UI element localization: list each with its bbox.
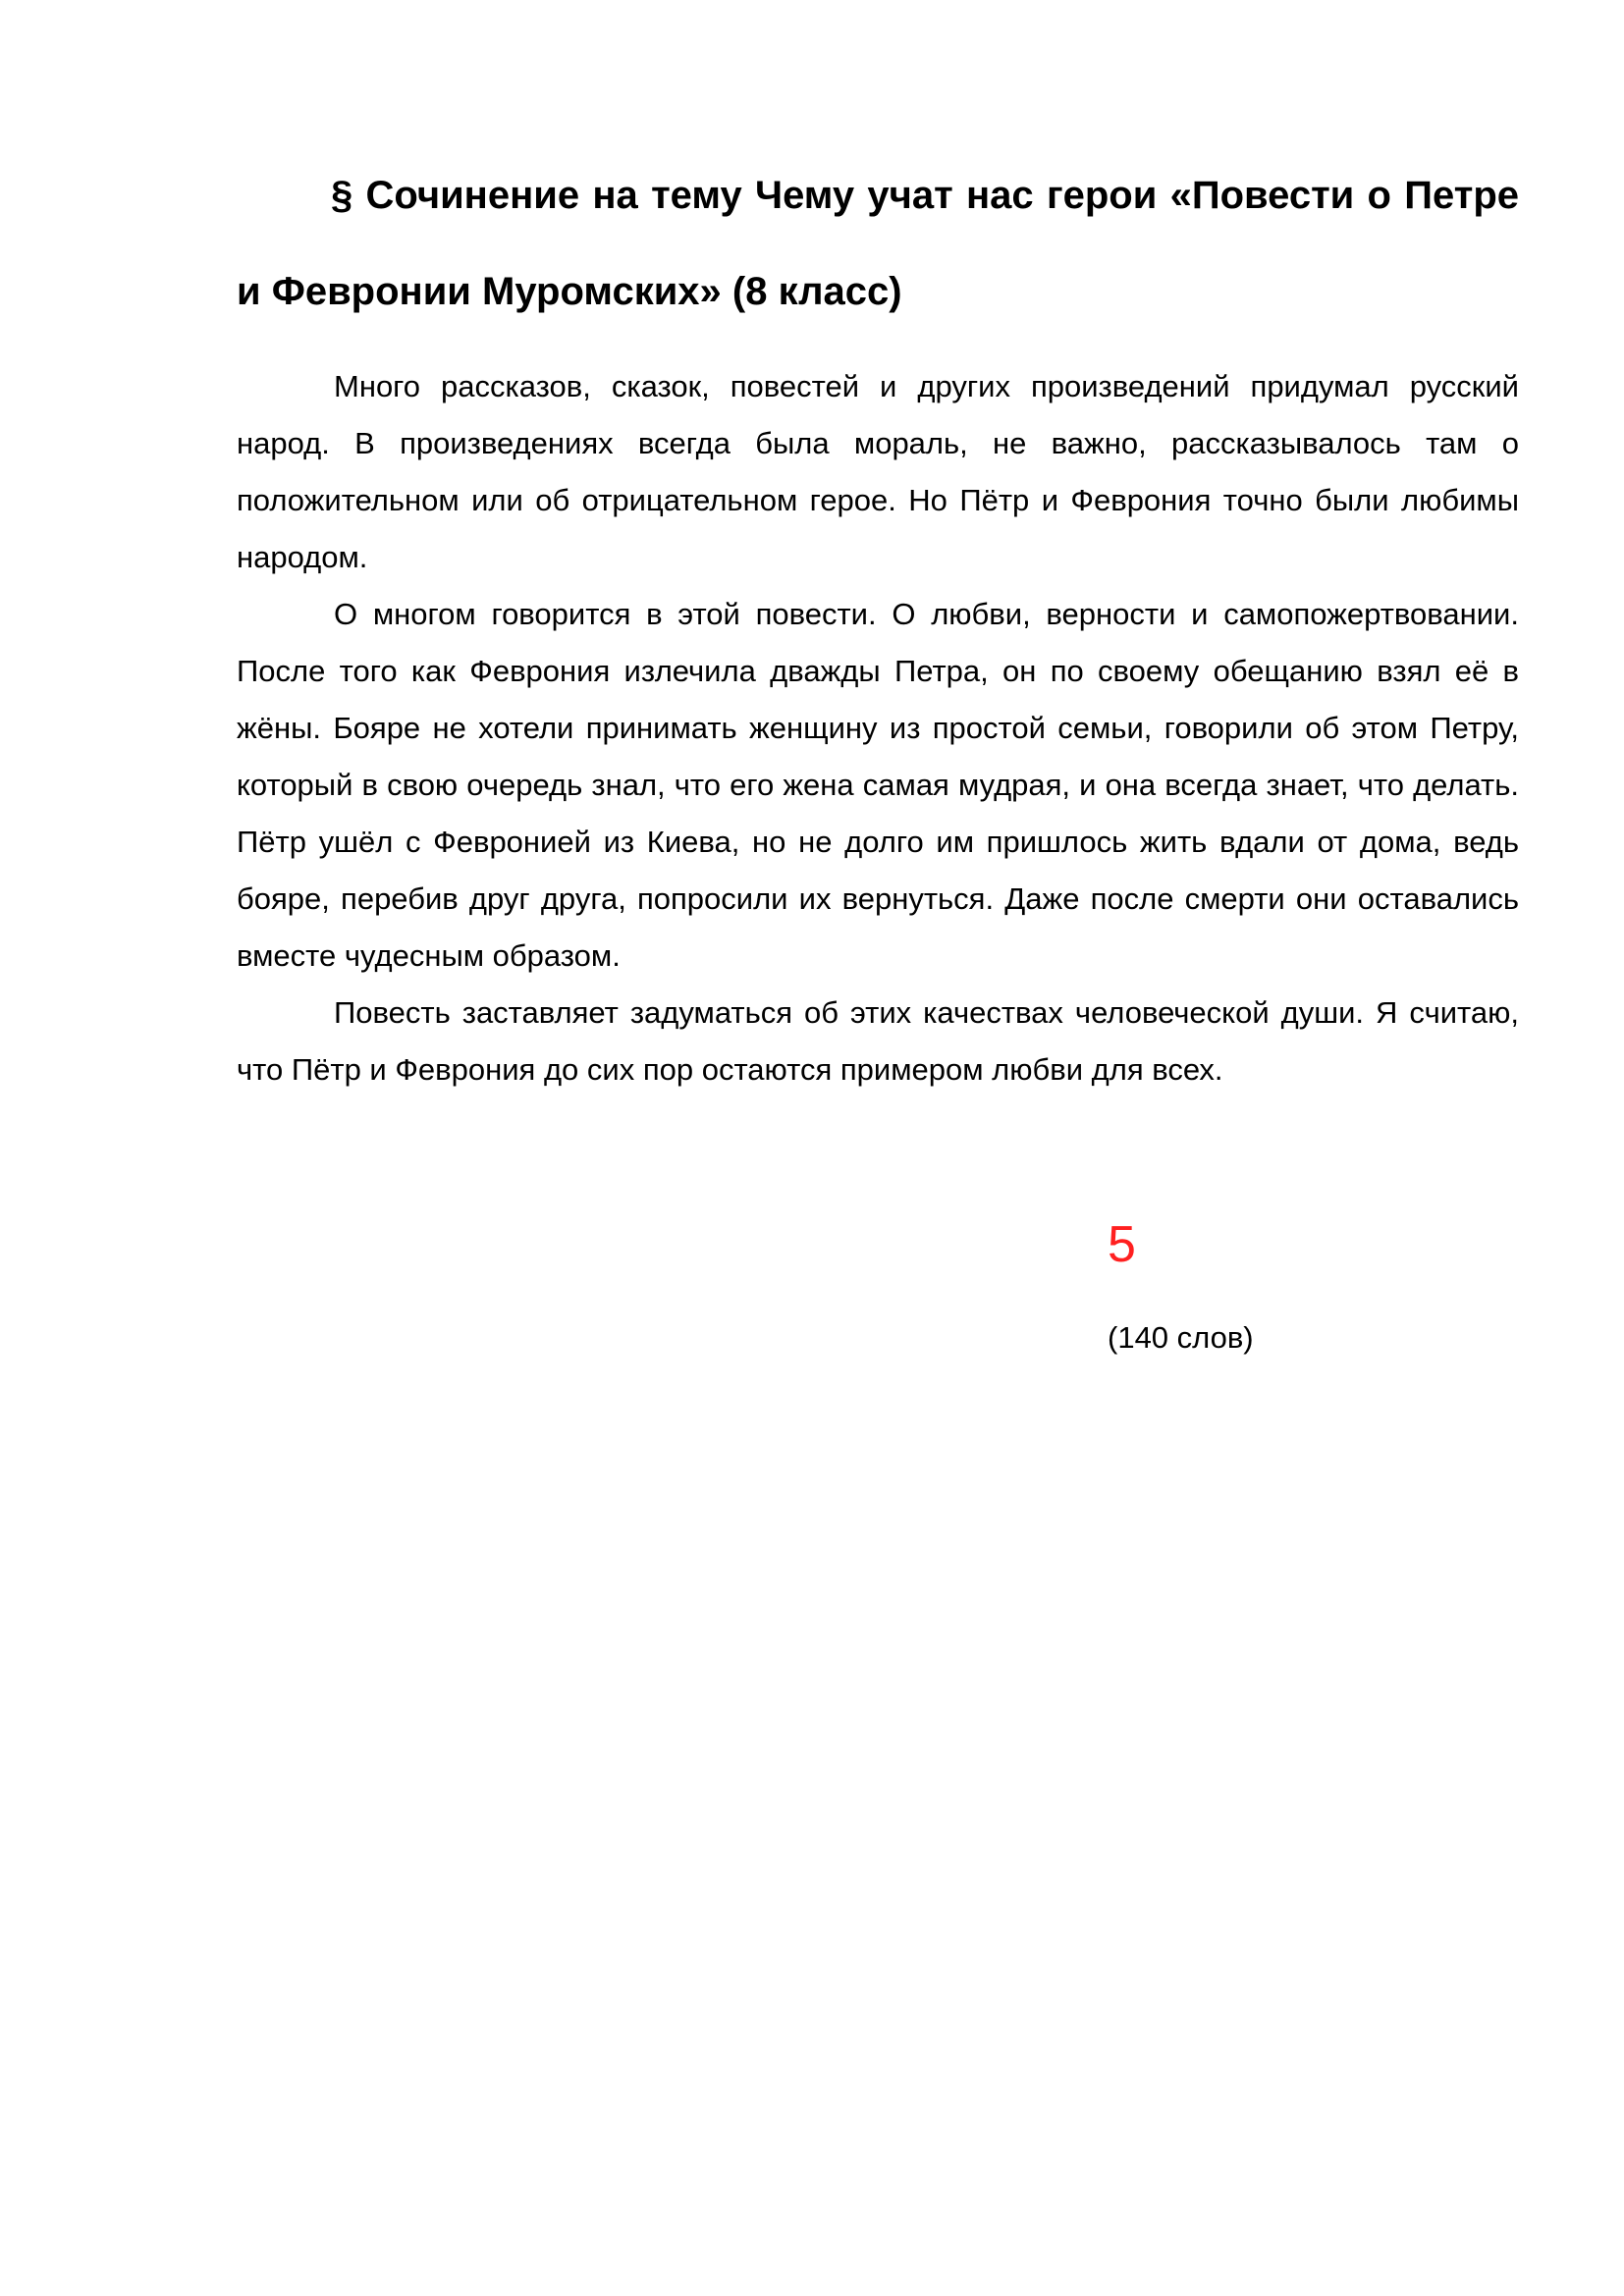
paragraph-2: О многом говорится в этой повести. О любви, верности и самопожертвовании. После того как Феврония излечила дважды Петра, он по своему обещанию взял её в жёны. Бояре не хотели принимать женщину из простой семьи, говорили об этом Петру, который в свою очередь знал, что его жена самая мудрая, и она всегда знает, что делать. Пётр ушёл с Февронией из Киева, но не долго им пришлось жить вдали от дома, ведь бояре, перебив друг друга, попросили их вернуться. Даже после смерти они оставались вместе чудесным образом.: [237, 597, 1519, 973]
paragraph-3: Повесть заставляет задуматься об этих качествах человеческой души. Я считаю, что Пётр и Феврония до сих пор остаются примером любви для всех.: [237, 995, 1519, 1087]
paragraph-1: Много рассказов, сказок, повестей и других произведений придумал русский народ. В произведениях всегда была мораль, не важно, рассказывалось там о положительном или об отрицательном герое. Но Пётр и Феврония точно были любимы народом.: [237, 369, 1519, 574]
essay-body: [237, 358, 1519, 1098]
grade-mark: 5: [1108, 1216, 1136, 1273]
essay-title: § Сочинение на тему Чему учат нас герои «Повести о Петре и Февронии Муромских» (8 класс): [237, 174, 1519, 313]
word-count: (140 слов): [1108, 1320, 1254, 1355]
